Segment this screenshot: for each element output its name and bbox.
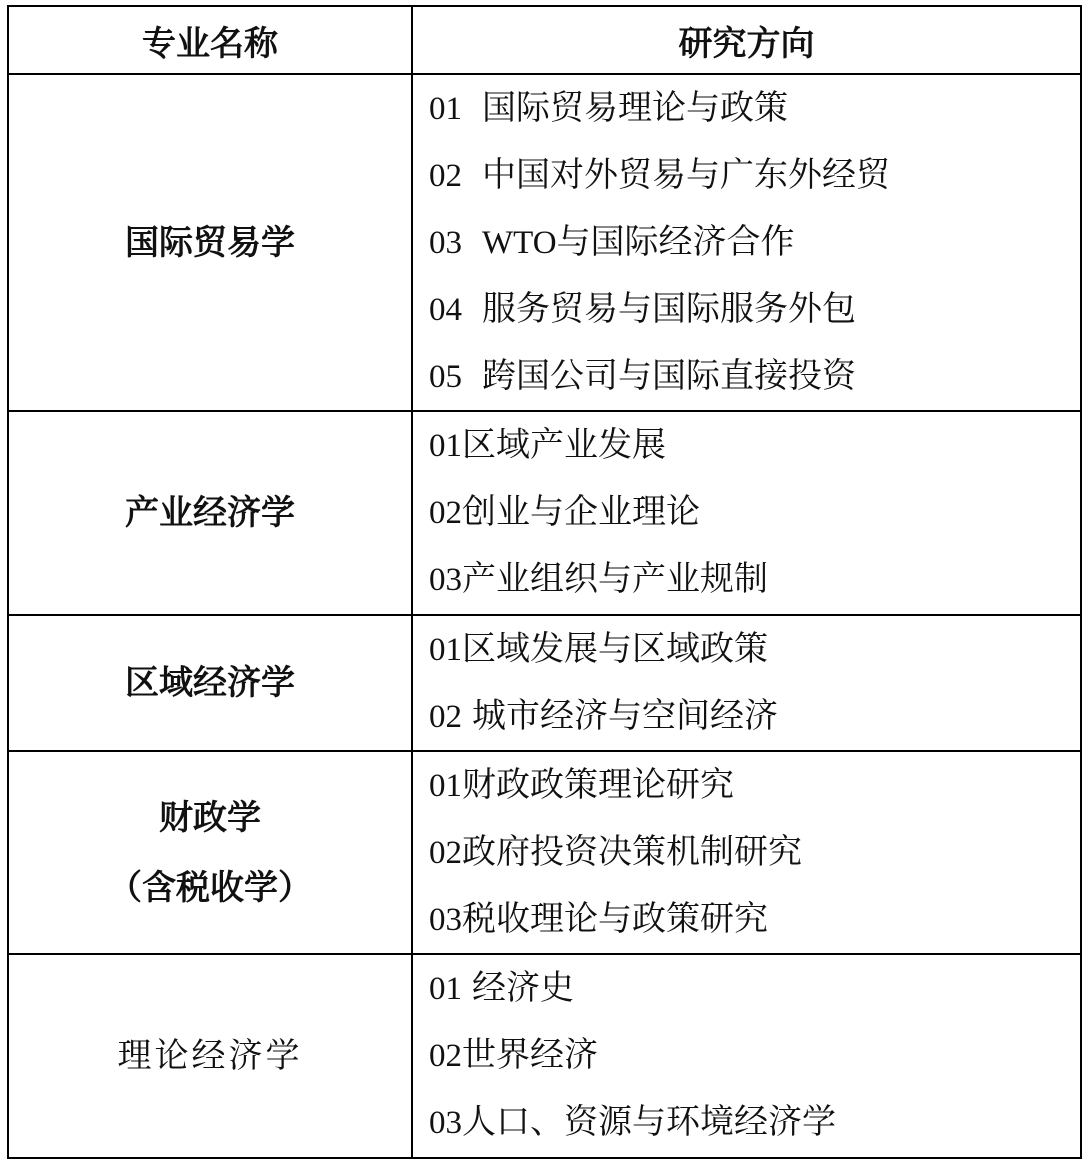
table-row: [8, 411, 1081, 615]
direction-item: 03产业组织与产业规制: [429, 559, 768, 599]
major-name-cell: [8, 954, 412, 1158]
direction-item: 03人口、资源与环境经济学: [429, 1102, 836, 1142]
major-name-cell: [8, 411, 412, 615]
direction-item: 01财政政策理论研究: [429, 765, 734, 805]
major-name-cell: [8, 74, 412, 411]
direction-item: 02 城市经济与空间经济: [429, 696, 778, 736]
table-row: [8, 615, 1081, 751]
major-name: 理论经济学: [117, 1036, 303, 1076]
major-name-cell: [8, 751, 412, 954]
header-direction: 研究方向: [412, 6, 1081, 74]
table-row: [8, 751, 1081, 954]
major-name: 区域经济学: [125, 663, 295, 703]
direction-item: 01 经济史: [429, 968, 574, 1008]
direction-item: 04 服务贸易与国际服务外包: [429, 289, 856, 329]
directions-cell: [412, 74, 1081, 411]
table-row: [8, 954, 1081, 1158]
direction-item: 02世界经济: [429, 1035, 598, 1075]
directions-cell: [412, 954, 1081, 1158]
direction-item: 01 国际贸易理论与政策: [429, 88, 788, 128]
major-name-cell: [8, 615, 412, 751]
direction-item: 02 中国对外贸易与广东外经贸: [429, 155, 890, 195]
major-name: 国际贸易学: [125, 222, 295, 263]
major-name: 财政学: [159, 797, 261, 838]
direction-item: 02创业与企业理论: [429, 492, 700, 532]
major-name-note: （含税收学）: [108, 867, 312, 908]
direction-item: 05 跨国公司与国际直接投资: [429, 356, 856, 396]
header-row: [8, 6, 1081, 74]
direction-item: 03 WTO与国际经济合作: [429, 222, 795, 262]
header-major: 专业名称: [8, 6, 412, 74]
direction-item: 01区域发展与区域政策: [429, 629, 768, 669]
directions-cell: [412, 751, 1081, 954]
majors-table: [7, 5, 1082, 1159]
directions-cell: [412, 615, 1081, 751]
direction-item: 01区域产业发展: [429, 425, 666, 465]
major-name: 产业经济学: [125, 493, 295, 533]
directions-cell: [412, 411, 1081, 615]
table-row: [8, 74, 1081, 411]
direction-item: 02政府投资决策机制研究: [429, 832, 802, 872]
direction-item: 03税收理论与政策研究: [429, 899, 768, 939]
